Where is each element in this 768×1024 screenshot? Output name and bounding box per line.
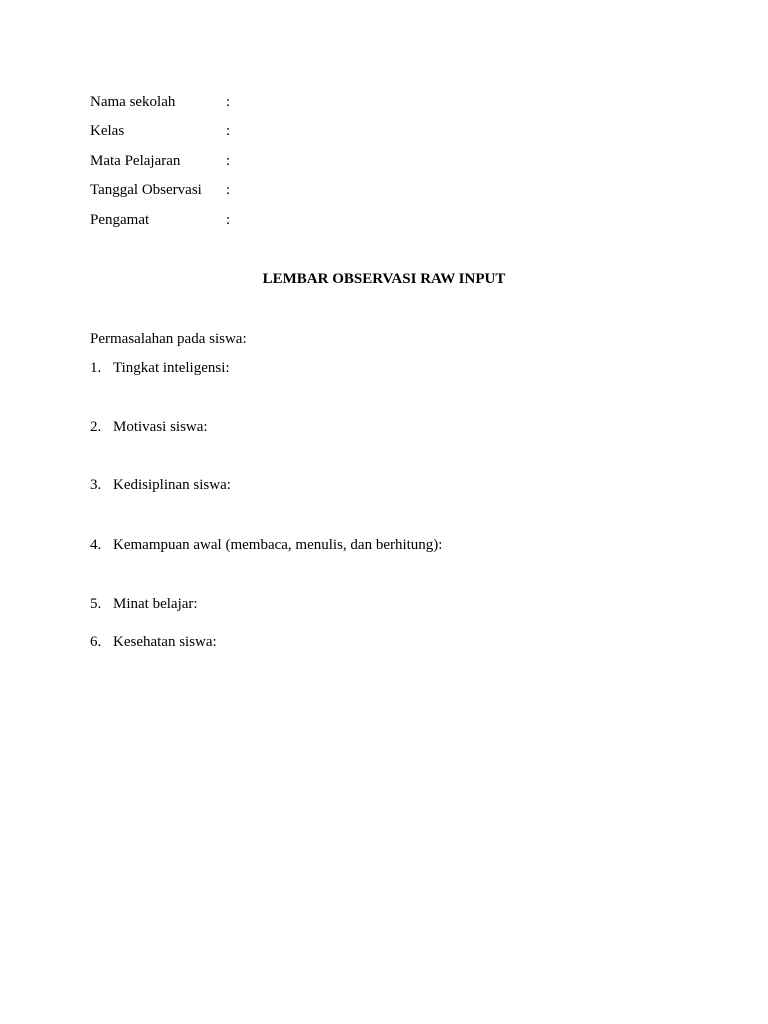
- list-item: [90, 475, 690, 495]
- list-item-number: 5.: [90, 596, 102, 612]
- field-label: Pengamat: [90, 212, 150, 228]
- list-item-text: Kedisiplinan siswa:: [113, 477, 231, 493]
- list-item: [90, 358, 690, 378]
- list-item-number: 4.: [90, 537, 102, 553]
- field-tanggal-observasi: [90, 180, 690, 200]
- field-separator: :: [226, 123, 231, 139]
- field-pengamat: [90, 210, 690, 230]
- field-label: Nama sekolah: [90, 94, 176, 110]
- field-kelas: [90, 121, 690, 141]
- intro-text: Permasalahan pada siswa:: [90, 331, 247, 347]
- list-item-number: 6.: [90, 634, 102, 650]
- document-title: LEMBAR OBSERVASI RAW INPUT: [262, 271, 506, 287]
- list-item-text: Minat belajar:: [113, 596, 198, 612]
- list-item-text: Motivasi siswa:: [113, 419, 208, 435]
- list-item-number: 1.: [90, 360, 102, 376]
- list-item-number: 2.: [90, 419, 102, 435]
- list-item-text: Kesehatan siswa:: [113, 634, 217, 650]
- field-label: Mata Pelajaran: [90, 153, 181, 169]
- list-item: [90, 632, 690, 652]
- field-separator: :: [226, 212, 231, 228]
- list-item: [90, 594, 690, 614]
- field-separator: :: [226, 182, 231, 198]
- list-item: [90, 535, 690, 555]
- field-label: Kelas: [90, 123, 125, 139]
- list-item-text: Tingkat inteligensi:: [113, 360, 230, 376]
- field-separator: :: [226, 153, 231, 169]
- field-separator: :: [226, 94, 231, 110]
- field-nama-sekolah: [90, 92, 690, 112]
- list-item-number: 3.: [90, 477, 102, 493]
- field-label: Tanggal Observasi: [90, 182, 202, 198]
- list-item: [90, 417, 690, 437]
- field-mata-pelajaran: [90, 151, 690, 171]
- list-item-text: Kemampuan awal (membaca, menulis, dan berhitung):: [113, 537, 443, 553]
